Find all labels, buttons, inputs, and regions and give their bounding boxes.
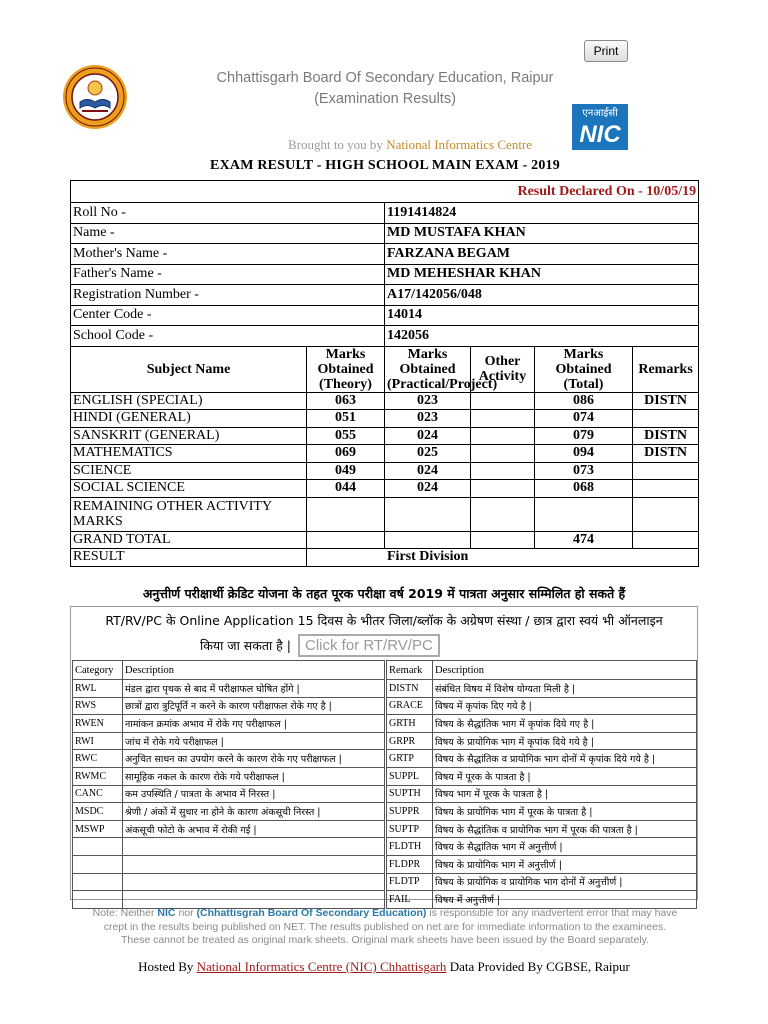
subject-row (71, 410, 699, 428)
subject-name: SOCIAL SCIENCE (71, 480, 307, 498)
empty-cell (307, 497, 385, 531)
board-name: Chhattisgarh Board Of Secondary Education, Raipur (216, 70, 554, 86)
note-prefix: Note: Neither (92, 907, 155, 919)
total-marks: 074 (535, 410, 633, 428)
remark-code: FLDTP (387, 873, 433, 891)
remark-code: GRPR (387, 732, 433, 750)
father-name-value: MD MEHESHAR KHAN (385, 264, 699, 285)
brought-prefix: Brought to you by (287, 137, 383, 152)
total-marks: 073 (535, 462, 633, 480)
father-name-label: Father's Name - (71, 264, 385, 285)
category-code: CANC (73, 785, 123, 803)
remark-description: विषय के प्रायोगिक भाग में कृपांक दिये गये है | (433, 732, 697, 750)
note-board: (Chhattisgrah Board Of Secondary Education) (196, 907, 427, 919)
exam-title: EXAM RESULT - HIGH SCHOOL MAIN EXAM - 2019 (210, 158, 560, 173)
theory-marks: 051 (307, 410, 385, 428)
code-row (73, 750, 697, 768)
mother-name-label: Mother's Name - (71, 244, 385, 265)
category-description: कम उपस्थिति / पात्रता के अभाव में निरस्त | (123, 785, 385, 803)
subject-remarks (633, 480, 699, 498)
category-code (73, 873, 123, 891)
center-code-label: Center Code - (71, 305, 385, 326)
remark-code: GRACE (387, 697, 433, 715)
category-description: अंकसूची फोटो के अभाव में रोकी गई | (123, 820, 385, 838)
theory-marks: 055 (307, 427, 385, 445)
subject-remarks (633, 410, 699, 428)
code-row (73, 697, 697, 715)
category-description (123, 873, 385, 891)
category-code (73, 855, 123, 873)
school-code-label: School Code - (71, 326, 385, 347)
category-code: RWS (73, 697, 123, 715)
rt-rv-pc-button[interactable]: Click for RT/RV/PC (298, 634, 440, 657)
nic-logo-icon (572, 104, 628, 150)
brought-org: National Informatics Centre (386, 137, 533, 152)
category-code (73, 891, 123, 909)
mother-name-value: FARZANA BEGAM (385, 244, 699, 265)
name-label: Name - (71, 223, 385, 244)
online-application-text-2: किया जा सकता है | (200, 638, 291, 653)
category-code (73, 838, 123, 856)
practical-header: Marks Obtained (Practical/Project) (385, 346, 471, 392)
remark-description: संबंधित विषय में विशेष योग्यता मिली है | (433, 680, 697, 698)
code-row (73, 785, 697, 803)
online-application-text: RT/RV/PC के Online Application 15 दिवस के भीतर जिला/ब्लॉक के अग्रेषण संस्था / छात्र द्वारा स्वयं भी ऑनलाइन (105, 613, 663, 628)
subject-row (71, 480, 699, 498)
empty-cell (633, 531, 699, 549)
remark-description: विषय के प्रायोगिक व प्रायोगिक भाग दोनों में अनुत्तीर्ण | (433, 873, 697, 891)
subject-name: MATHEMATICS (71, 445, 307, 463)
subject-row (71, 427, 699, 445)
code-row (73, 891, 697, 909)
remark-code: SUPPL (387, 767, 433, 785)
category-description (123, 855, 385, 873)
practical-marks: 025 (385, 445, 471, 463)
total-marks: 068 (535, 480, 633, 498)
remark-code: SUPPR (387, 803, 433, 821)
subject-remarks: DISTN (633, 445, 699, 463)
theory-marks: 069 (307, 445, 385, 463)
category-description: मंडल द्वारा पृथक से बाद में परीक्षाफल घोषित होंगे | (123, 680, 385, 698)
nic-chhattisgarh-link[interactable]: National Informatics Centre (NIC) Chhattisgarh (196, 959, 447, 974)
subject-row (71, 445, 699, 463)
total-marks: 094 (535, 445, 633, 463)
category-code: RWI (73, 732, 123, 750)
result-declared-date: Result Declared On - 10/05/19 (71, 181, 699, 203)
roll-no-label: Roll No - (71, 203, 385, 224)
center-code-value: 14014 (385, 305, 699, 326)
brought-by-line (240, 137, 580, 153)
grand-total-label: GRAND TOTAL (71, 531, 307, 549)
code-row (73, 803, 697, 821)
subject-remarks: DISTN (633, 392, 699, 410)
category-description: छात्रों द्वारा त्रुटिपूर्ति न करने के कारण परीक्षाफल रोके गए है | (123, 697, 385, 715)
code-row (73, 855, 697, 873)
code-row (73, 838, 697, 856)
remark-description: विषय के प्रायोगिक भाग में अनुत्तीर्ण | (433, 855, 697, 873)
result-value: First Division (307, 549, 699, 567)
codes-table (72, 660, 697, 909)
category-code: RWC (73, 750, 123, 768)
total-marks: 086 (535, 392, 633, 410)
subject-row (71, 392, 699, 410)
category-header: Category (73, 661, 123, 680)
other-activity-marks (471, 445, 535, 463)
remark-header: Remark (387, 661, 433, 680)
other-activity-marks (471, 410, 535, 428)
remark-code: DISTN (387, 680, 433, 698)
empty-cell (633, 497, 699, 531)
subject-name: HINDI (GENERAL) (71, 410, 307, 428)
result-table (70, 180, 699, 567)
remark-code: SUPTH (387, 785, 433, 803)
category-description: अनुचित साधन का उपयोग करने के कारण रोके गए परीक्षाफल | (123, 750, 385, 768)
category-description-header: Description (123, 661, 385, 680)
category-description (123, 891, 385, 909)
theory-marks: 049 (307, 462, 385, 480)
hosted-by-text: Hosted By (138, 959, 194, 974)
category-description: नामांकन क्रमांक अभाव में रोके गए परीक्षाफल | (123, 715, 385, 733)
remark-code: FLDPR (387, 855, 433, 873)
other-activity-marks (471, 392, 535, 410)
category-code: MSDC (73, 803, 123, 821)
remark-code: GRTH (387, 715, 433, 733)
theory-marks: 063 (307, 392, 385, 410)
note-nor: nor (178, 907, 194, 919)
subject-row (71, 462, 699, 480)
school-code-value: 142056 (385, 326, 699, 347)
remaining-activity-label: REMAINING OTHER ACTIVITY MARKS (71, 497, 307, 531)
subject-name: ENGLISH (SPECIAL) (71, 392, 307, 410)
disclaimer-note (90, 907, 680, 948)
remark-description: विषय में पूरक के पात्रता है | (433, 767, 697, 785)
empty-cell (535, 497, 633, 531)
theory-marks: 044 (307, 480, 385, 498)
other-activity-marks (471, 462, 535, 480)
board-subtitle: (Examination Results) (314, 91, 456, 107)
data-provided-text: Data Provided By CGBSE, Raipur (449, 959, 630, 974)
category-description: सामूहिक नकल के कारण रोके गये परीक्षाफल | (123, 767, 385, 785)
code-row (73, 732, 697, 750)
category-description: जांच में रोके गये परीक्षाफल | (123, 732, 385, 750)
other-activity-marks (471, 480, 535, 498)
code-row (73, 820, 697, 838)
category-code: RWEN (73, 715, 123, 733)
code-row (73, 680, 697, 698)
code-row (73, 767, 697, 785)
category-code: MSWP (73, 820, 123, 838)
empty-cell (471, 531, 535, 549)
nic-logo-hindi: एनआईसी (582, 108, 618, 119)
remark-description: विषय के सैद्धांतिक भाग में अनुत्तीर्ण | (433, 838, 697, 856)
footer (70, 959, 698, 975)
print-button[interactable]: Print (584, 40, 628, 62)
category-description (123, 838, 385, 856)
board-title (180, 68, 590, 110)
cgbse-emblem-icon (62, 64, 128, 130)
supplementary-heading: अनुत्तीर्ण परीक्षार्थी क्रेडिट योजना के तहत पूरक परीक्षा वर्ष 2019 में पात्रता अनुसार सम्मिलित हो सकते हैं (142, 586, 626, 601)
subject-remarks (633, 462, 699, 480)
result-label: RESULT (71, 549, 307, 567)
practical-marks: 024 (385, 480, 471, 498)
registration-label: Registration Number - (71, 285, 385, 306)
note-rest: is responsible for any inadvertent error that may have crept in the results being published on NET. The results published on net are for immediate information to the examinees. These cannot be treated as original mark sheets. Original mark sheets have been issued by the Board separately. (103, 907, 678, 946)
code-row (73, 715, 697, 733)
practical-marks: 023 (385, 410, 471, 428)
nic-logo-text: NIC (579, 121, 621, 148)
code-row (73, 873, 697, 891)
theory-header: Marks Obtained (Theory) (307, 346, 385, 392)
remark-description: विषय के सैद्धांतिक भाग में कृपांक दिये गए है | (433, 715, 697, 733)
subject-name-header: Subject Name (71, 346, 307, 392)
category-code: RWMC (73, 767, 123, 785)
remark-description: विषय के सैद्धांतिक व प्रायोगिक भाग में पूरक की पात्रता है | (433, 820, 697, 838)
remark-description: विषय के सैद्धांतिक व प्रायोगिक भाग दोनों में कृपांक दिये गये है | (433, 750, 697, 768)
total-marks: 079 (535, 427, 633, 445)
remark-code: GRTP (387, 750, 433, 768)
total-header: Marks Obtained (Total) (535, 346, 633, 392)
subject-remarks: DISTN (633, 427, 699, 445)
note-nic: NIC (157, 907, 176, 919)
practical-marks: 023 (385, 392, 471, 410)
roll-no-value: 1191414824 (385, 203, 699, 224)
practical-marks: 024 (385, 462, 471, 480)
remark-description-header: Description (433, 661, 697, 680)
online-application-line2 (200, 634, 540, 657)
empty-cell (385, 497, 471, 531)
remark-description: विषय के प्रायोगिक भाग में पूरक के पात्रता है | (433, 803, 697, 821)
grand-total-value: 474 (535, 531, 633, 549)
category-description: श्रेणी / अंकों में सुधार ना होने के कारण अंकसूची निरस्त | (123, 803, 385, 821)
other-activity-marks (471, 427, 535, 445)
subject-name: SCIENCE (71, 462, 307, 480)
category-code: RWL (73, 680, 123, 698)
registration-value: A17/142056/048 (385, 285, 699, 306)
remark-description: विषय में कृपांक दिए गये है | (433, 697, 697, 715)
remark-code: FAIL (387, 891, 433, 909)
remark-code: SUPTP (387, 820, 433, 838)
empty-cell (307, 531, 385, 549)
empty-cell (471, 497, 535, 531)
other-activity-header: Other Activity (471, 346, 535, 392)
name-value: MD MUSTAFA KHAN (385, 223, 699, 244)
remark-description: विषय भाग में पूरक के पात्रता है | (433, 785, 697, 803)
remark-description: विषय में अनुत्तीर्ण | (433, 891, 697, 909)
remarks-header: Remarks (633, 346, 699, 392)
practical-marks: 024 (385, 427, 471, 445)
empty-cell (385, 531, 471, 549)
subject-name: SANSKRIT (GENERAL) (71, 427, 307, 445)
remark-code: FLDTH (387, 838, 433, 856)
